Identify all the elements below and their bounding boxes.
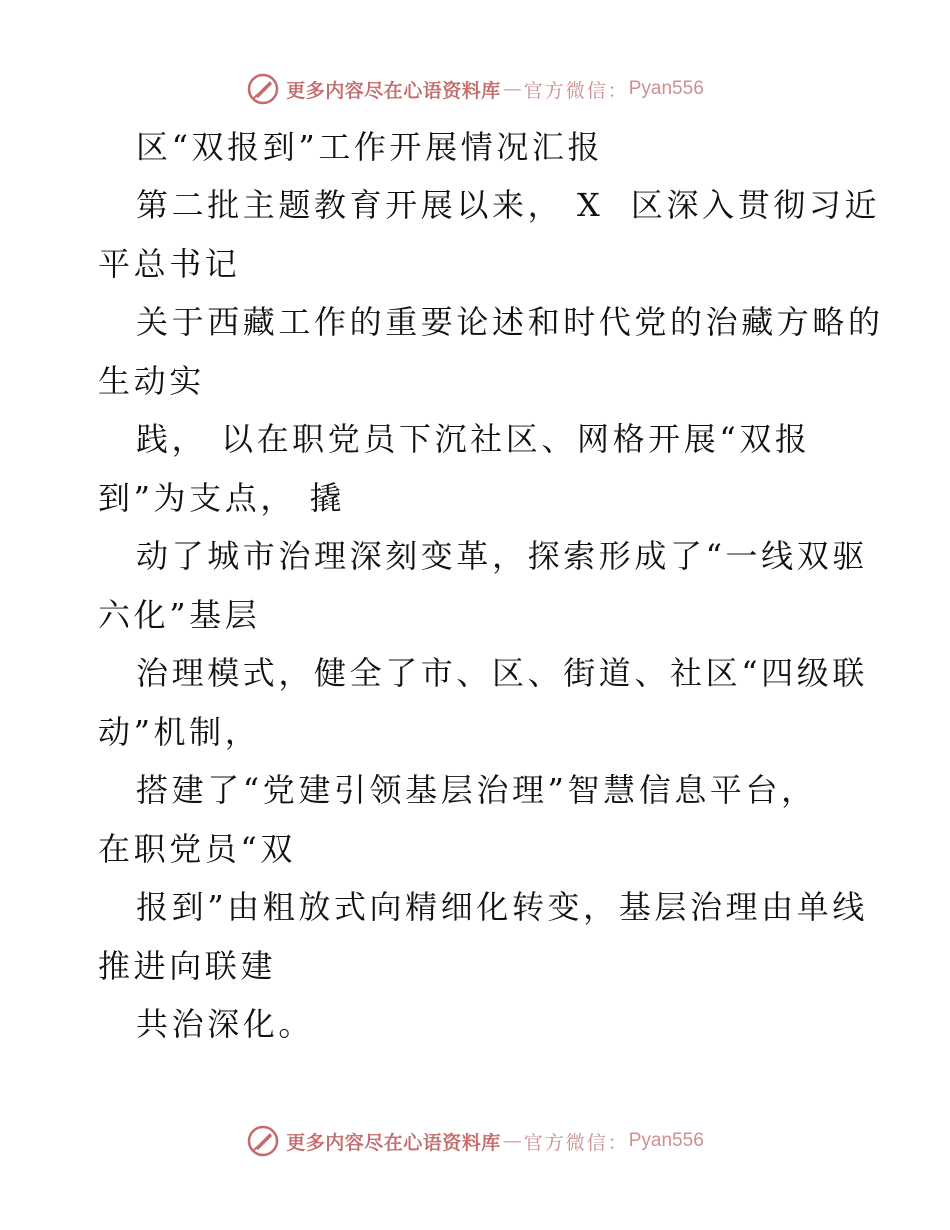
text-line: 到”为支点， 撬	[98, 479, 346, 517]
watermark-footer	[0, 1124, 950, 1158]
watermark-wechat-label: 官方微信：	[523, 79, 629, 102]
text-line: 报到”由粗放式向精细化转变，基层治理由单线	[136, 888, 868, 926]
watermark-wechat-label: 官方微信：	[523, 1131, 629, 1154]
document-title: 区“双报到”工作开展情况汇报	[136, 128, 604, 166]
watermark-main-text: 更多内容尽在心语资料库	[286, 1131, 501, 1154]
text-line: 关于西藏工作的重要论述和时代党的治藏方略的	[136, 303, 884, 341]
text-line: 动了城市治理深刻变革，探索形成了“一线双驱	[136, 537, 868, 575]
text-line: 治理模式，健全了市、区、街道、社区“四级联	[136, 654, 868, 692]
watermark-wechat-id: Pyan556	[628, 1130, 704, 1151]
quill-logo-icon	[246, 1124, 280, 1158]
text-line: 第二批主题教育开展以来， X 区深入贯彻习近	[136, 186, 881, 224]
text-line: 平总书记	[98, 245, 241, 283]
text-line: 共治深化。	[136, 1005, 315, 1043]
text-line: 搭建了“党建引领基层治理”智慧信息平台，	[136, 771, 817, 809]
text-line: 动”机制，	[98, 713, 261, 751]
text-line: 推进向联建	[98, 947, 277, 985]
watermark-wechat-id: Pyan556	[628, 78, 704, 99]
watermark-main-text: 更多内容尽在心语资料库	[286, 79, 501, 102]
watermark-dash: —	[502, 1130, 522, 1152]
watermark-dash: —	[502, 78, 522, 100]
text-line: 在职党员“双	[98, 830, 296, 868]
quill-logo-icon	[246, 72, 280, 106]
text-line: 生动实	[98, 362, 205, 400]
text-line: 六化”基层	[98, 596, 261, 634]
watermark-header	[0, 72, 950, 106]
text-line: 践， 以在职党员下沉社区、网格开展“双报	[136, 420, 811, 458]
